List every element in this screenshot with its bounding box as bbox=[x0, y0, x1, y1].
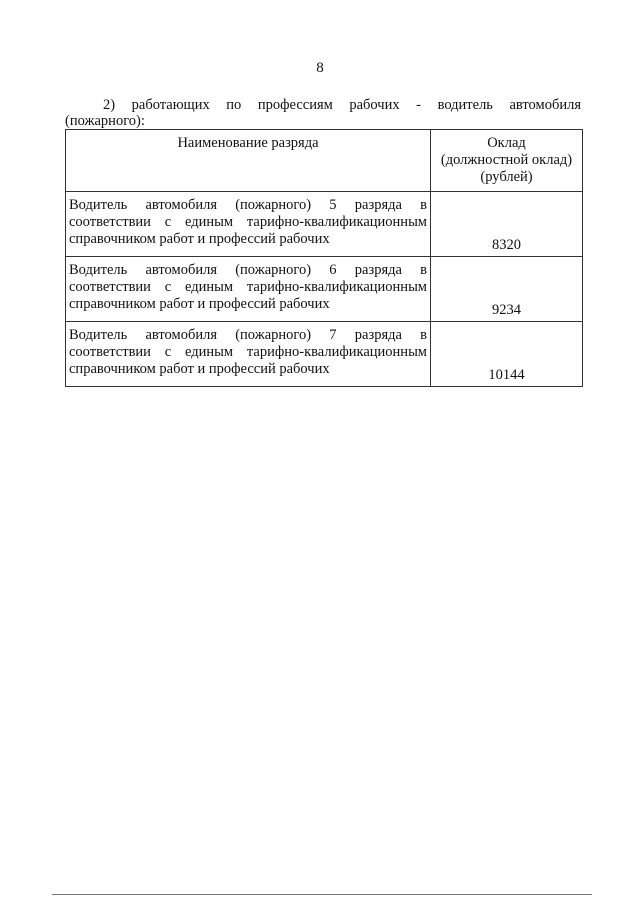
header-salary bbox=[431, 130, 583, 192]
intro-paragraph bbox=[65, 97, 581, 129]
table-row bbox=[66, 257, 583, 322]
page-bottom-rule bbox=[52, 894, 592, 895]
intro-line-2: (пожарного): bbox=[65, 113, 145, 129]
header-grade-name: Наименование разряда bbox=[66, 130, 431, 192]
grade-name-cell: Водитель автомобиля (пожарного) 7 разряда в соответствии с единым тарифно-квалификационным справочником работ и профессий рабочих bbox=[66, 322, 431, 387]
page-number: 8 bbox=[316, 60, 324, 76]
salary-cell: 9234 bbox=[431, 257, 583, 322]
header-salary-line-3: (рублей) bbox=[480, 169, 533, 185]
table-row bbox=[66, 322, 583, 387]
salary-cell: 8320 bbox=[431, 192, 583, 257]
header-salary-line-1: Оклад bbox=[487, 135, 526, 151]
grade-name-cell: Водитель автомобиля (пожарного) 5 разряда в соответствии с единым тарифно-квалификационным справочником работ и профессий рабочих bbox=[66, 192, 431, 257]
table-header-row bbox=[66, 130, 583, 192]
salary-table bbox=[65, 129, 583, 387]
intro-line-1: 2) работающих по профессиям рабочих - водитель автомобиля bbox=[103, 97, 581, 113]
table-row bbox=[66, 192, 583, 257]
header-salary-line-2: (должностной оклад) bbox=[440, 152, 573, 168]
grade-name-cell: Водитель автомобиля (пожарного) 6 разряда в соответствии с единым тарифно-квалификационным справочником работ и профессий рабочих bbox=[66, 257, 431, 322]
salary-cell: 10144 bbox=[431, 322, 583, 387]
